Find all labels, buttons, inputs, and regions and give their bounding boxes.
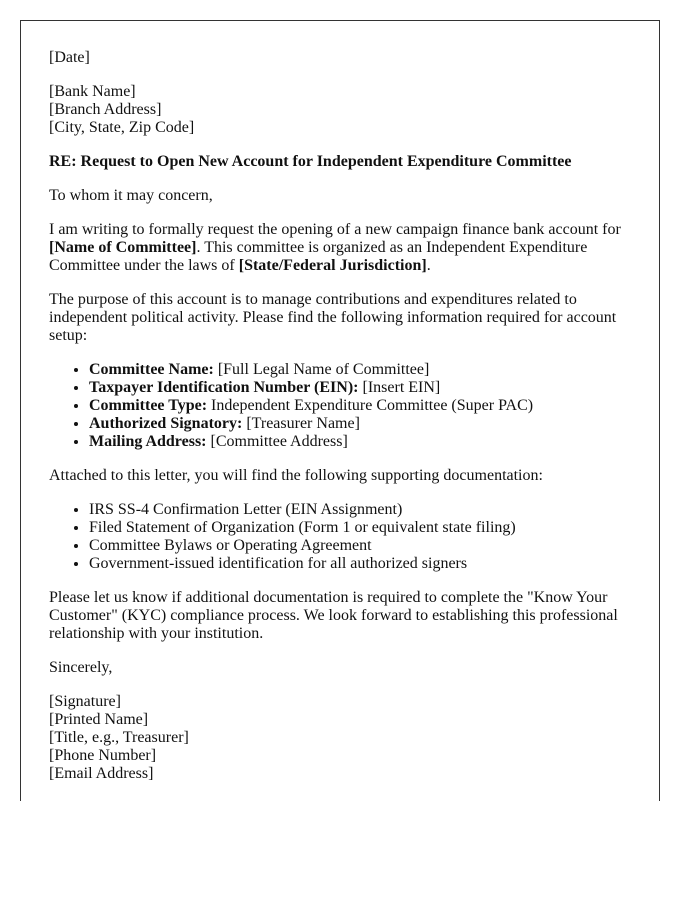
purpose-paragraph: The purpose of this account is to manage contributions and expenditures related to independent political activity. Please find the following information required for account setup:	[49, 291, 617, 344]
subject-line: RE: Request to Open New Account for Independent Expenditure Committee	[49, 153, 572, 170]
intro-text-2: . This committee is organized as an Independent Expenditure Committee under the laws of	[49, 239, 588, 274]
date-line: [Date]	[49, 49, 90, 66]
list-item-committee-type	[89, 397, 634, 415]
kyc-paragraph: Please let us know if additional documentation is required to complete the "Know Your Customer" (KYC) compliance process. We look forward to establishing this professional relationship with your institution.	[49, 589, 618, 642]
item-label: Authorized Signatory:	[89, 415, 243, 432]
intro-text-1: I am writing to formally request the opening of a new campaign finance bank account for	[49, 221, 621, 238]
signer-title: [Title, e.g., Treasurer]	[49, 729, 189, 746]
list-item-document: • Government-issued identification for all authorized signers	[89, 555, 634, 573]
item-label: Committee Name:	[89, 361, 214, 378]
jurisdiction-placeholder: [State/Federal Jurisdiction]	[238, 257, 427, 274]
item-value: Independent Expenditure Committee (Super PAC)	[207, 397, 534, 414]
documents-list	[49, 501, 634, 573]
recipient-address	[49, 83, 634, 137]
item-value: [Committee Address]	[206, 433, 348, 450]
account-info-list	[49, 361, 634, 451]
bank-name: [Bank Name]	[49, 83, 136, 100]
list-item-document: • Committee Bylaws or Operating Agreement	[89, 537, 634, 555]
list-item-authorized-signatory	[89, 415, 634, 433]
list-item-ein	[89, 379, 634, 397]
committee-name-placeholder: [Name of Committee]	[49, 239, 197, 256]
item-label: Taxpayer Identification Number (EIN):	[89, 379, 359, 396]
signature: [Signature]	[49, 693, 121, 710]
letter-content	[49, 49, 634, 799]
intro-paragraph	[49, 221, 634, 275]
item-value: [Treasurer Name]	[242, 415, 360, 432]
intro-text-3: .	[426, 257, 431, 274]
email-address: [Email Address]	[49, 765, 154, 782]
city-state-zip: [City, State, Zip Code]	[49, 119, 195, 136]
closing: Sincerely,	[49, 659, 113, 676]
printed-name: [Printed Name]	[49, 711, 149, 728]
item-label: Mailing Address:	[89, 433, 207, 450]
item-label: Committee Type:	[89, 397, 208, 414]
attachments-paragraph: Attached to this letter, you will find the following supporting documentation:	[49, 467, 543, 484]
salutation: To whom it may concern,	[49, 187, 213, 204]
branch-address: [Branch Address]	[49, 101, 162, 118]
list-item-document: • IRS SS-4 Confirmation Letter (EIN Assignment)	[89, 501, 634, 519]
list-item-committee-name	[89, 361, 634, 379]
list-item-mailing-address	[89, 433, 634, 451]
phone-number: [Phone Number]	[49, 747, 157, 764]
item-value: [Insert EIN]	[358, 379, 441, 396]
letter-page	[20, 20, 660, 801]
signature-block	[49, 693, 634, 783]
list-item-document: • Filed Statement of Organization (Form 1 or equivalent state filing)	[89, 519, 634, 537]
item-value: [Full Legal Name of Committee]	[213, 361, 430, 378]
